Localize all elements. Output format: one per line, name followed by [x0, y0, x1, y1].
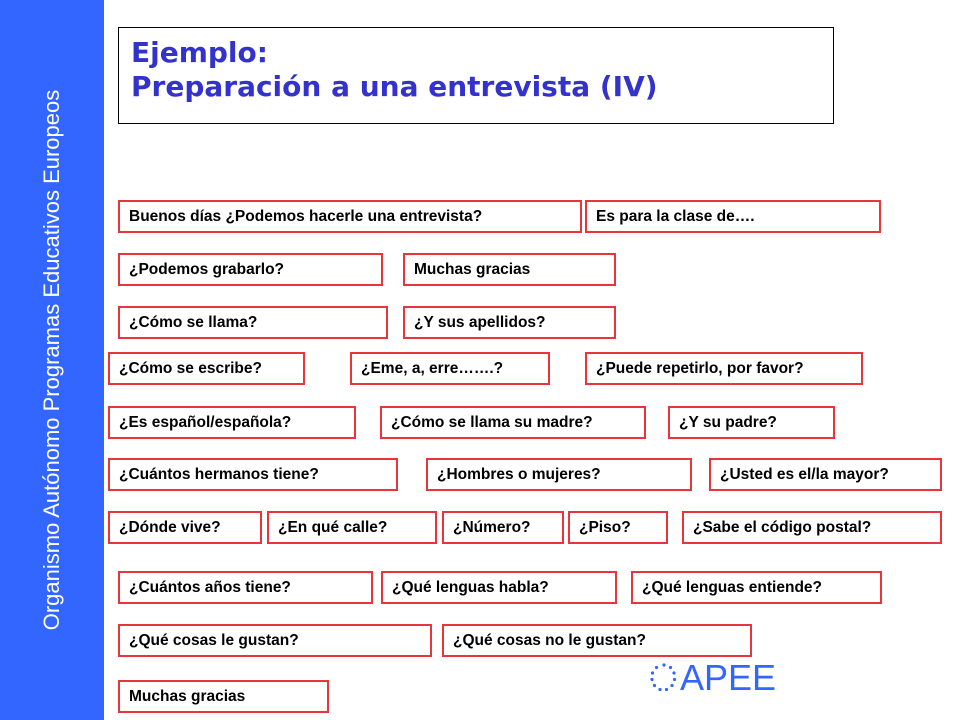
phrase-box: ¿Qué cosas no le gustan?: [442, 624, 752, 657]
phrase-box: ¿Cómo se llama?: [118, 306, 388, 339]
phrase-box: Buenos días ¿Podemos hacerle una entrevista?: [118, 200, 582, 233]
sidebar: [0, 0, 104, 720]
phrase-box: ¿Qué cosas le gustan?: [118, 624, 432, 657]
title-line-2: Preparación a una entrevista (IV): [131, 70, 658, 103]
phrase-box: ¿Hombres o mujeres?: [426, 458, 692, 491]
title-box: [118, 27, 834, 124]
phrase-box: ¿En qué calle?: [267, 511, 437, 544]
phrase-box: ¿Es español/española?: [108, 406, 356, 439]
phrase-box: Muchas gracias: [118, 680, 329, 713]
phrase-box: ¿Cuántos años tiene?: [118, 571, 373, 604]
phrase-box: ¿Usted es el/la mayor?: [709, 458, 942, 491]
phrase-box: ¿Y su padre?: [668, 406, 835, 439]
apee-logo: [648, 656, 788, 700]
phrase-box: ¿Eme, a, erre…….?: [350, 352, 550, 385]
ring-of-dots-icon: [648, 656, 680, 700]
phrase-box: ¿Número?: [442, 511, 564, 544]
phrase-box: ¿Puede repetirlo, por favor?: [585, 352, 863, 385]
phrase-box: Muchas gracias: [403, 253, 616, 286]
phrase-box: ¿Sabe el código postal?: [682, 511, 942, 544]
phrase-box: ¿Qué lenguas habla?: [381, 571, 617, 604]
title-line-1: Ejemplo:: [131, 36, 268, 69]
phrase-box: ¿Qué lenguas entiende?: [631, 571, 882, 604]
phrase-box: ¿Cómo se escribe?: [108, 352, 305, 385]
phrase-box: ¿Dónde vive?: [108, 511, 262, 544]
phrase-box: ¿Piso?: [568, 511, 668, 544]
sidebar-organization-name: Organismo Autónomo Programas Educativos Europeos: [39, 89, 64, 631]
phrase-box: ¿Cuántos hermanos tiene?: [108, 458, 398, 491]
phrase-box: ¿Podemos grabarlo?: [118, 253, 383, 286]
phrase-box: Es para la clase de….: [585, 200, 881, 233]
phrase-box: ¿Cómo se llama su madre?: [380, 406, 646, 439]
apee-logo-text: APEE: [680, 657, 777, 698]
phrase-box: ¿Y sus apellidos?: [403, 306, 616, 339]
